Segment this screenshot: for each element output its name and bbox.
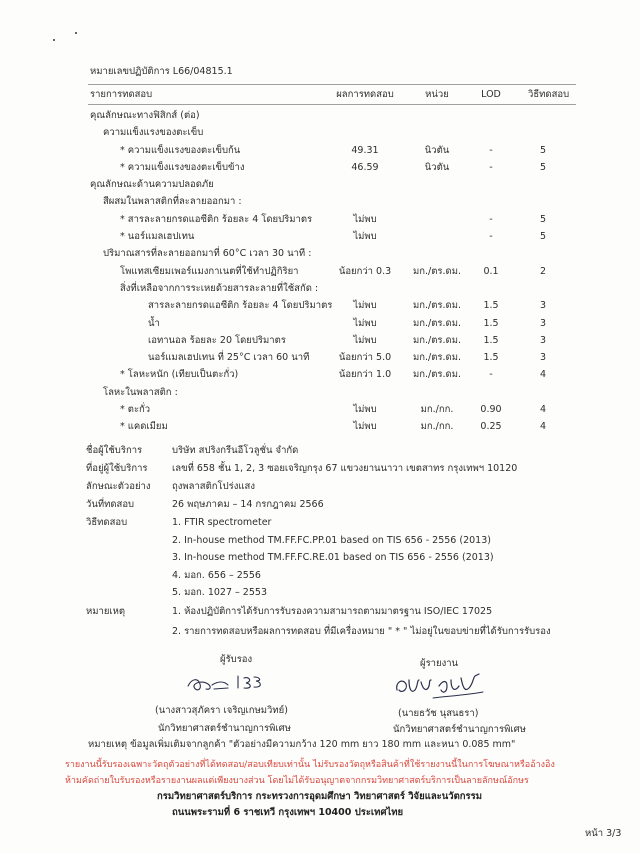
customer-note: หมายเหตุ ข้อมูลเพิ่มเติมจากลูกค้า "ตัวอย่างมีความกว้าง 120 mm ยาว 180 mm และหนา 0.085 mm" <box>88 739 516 750</box>
certifier-name: (นางสาวสุภัครา เจริญเกษมวิทย์) <box>155 705 288 716</box>
subsection-heading <box>0 124 640 141</box>
unit-value: มก./กก. <box>420 421 454 433</box>
row-label: * แคดเมียม <box>120 421 168 433</box>
row-label: * สารละลายกรดแอซีติก ร้อยละ 4 โดยปริมาตร <box>120 213 313 225</box>
table-row <box>0 401 640 418</box>
test-date-label: วันที่ทดสอบ <box>86 499 135 510</box>
unit-value: นิวตัน <box>424 161 450 173</box>
table-row <box>0 142 640 159</box>
lod-value: 0.90 <box>480 404 502 416</box>
header-unit: หน่วย <box>425 89 449 100</box>
row-label: * โลหะหนัก (เทียบเป็นตะกั่ว) <box>120 369 239 381</box>
method-item: 1. FTIR spectrometer <box>172 517 272 528</box>
lod-value: 1.5 <box>483 334 499 346</box>
result-value: 49.31 <box>351 144 379 156</box>
row-label: * ตะกั่ว <box>120 404 151 416</box>
subsection-heading <box>0 193 640 210</box>
header-lod: LOD <box>481 89 501 100</box>
table-row <box>0 211 640 228</box>
scan-speck <box>75 32 77 34</box>
result-value: ไม่พบ <box>353 317 377 329</box>
subsection-heading <box>0 384 640 401</box>
row-label: นอร์แมลเฮปเทน ที่ 25°C เวลา 60 นาที <box>148 352 310 364</box>
lod-value: - <box>489 161 493 173</box>
method-value: 5 <box>539 231 547 243</box>
table-row <box>0 349 640 366</box>
method-value: 5 <box>539 144 547 156</box>
client-address-label: ที่อยู่ผู้ใช้บริการ <box>86 463 148 474</box>
section-heading <box>0 107 640 124</box>
lod-value: 1.5 <box>483 352 499 364</box>
lod-value: 0.25 <box>480 421 502 433</box>
row-label: * ความแข็งแรงของตะเข็บก้น <box>120 144 241 156</box>
certifier-role: ผู้รับรอง <box>220 654 253 665</box>
methods-label: วิธีทดสอบ <box>86 517 128 528</box>
method-value: 2 <box>539 265 547 277</box>
lod-value: - <box>489 231 493 243</box>
result-value: ไม่พบ <box>353 300 377 312</box>
remark-item: 2. รายการทดสอบหรือผลการทดสอบ ที่มีเครื่องหมาย " * " ไม่อยู่ในขอบข่ายที่ได้รับการรับรอง <box>172 626 551 637</box>
result-value: น้อยกว่า 1.0 <box>338 369 392 381</box>
method-value: 4 <box>539 404 547 416</box>
results-table <box>0 107 640 436</box>
client-name: บริษัท สปริงกรีนอีโวลูชั่น จำกัด <box>172 445 299 456</box>
result-value: ไม่พบ <box>353 334 377 346</box>
row-label: เอทานอล ร้อยละ 20 โดยปริมาตร <box>148 334 286 346</box>
sample-label: ลักษณะตัวอย่าง <box>86 481 151 492</box>
table-row <box>0 418 640 435</box>
reporter-title: นักวิทยาศาสตร์ชำนาญการพิเศษ <box>393 724 526 735</box>
unit-value: มก./ตร.ดม. <box>413 334 461 346</box>
scan-speck <box>53 39 55 41</box>
method-value: 3 <box>539 317 547 329</box>
subsection-heading <box>0 245 640 262</box>
sample-description: ถุงพลาสติกโปร่งแสง <box>172 481 255 492</box>
result-value: น้อยกว่า 5.0 <box>338 352 392 364</box>
lod-value: - <box>489 144 493 156</box>
disclaimer-line: ห้ามคัดถ่ายใบรับรองหรือรายงานผลแต่เพียงบางส่วน โดยไม่ได้รับอนุญาตจากกรมวิทยาศาสตร์บริการเป็นลายลักษณ์อักษร <box>65 776 529 786</box>
method-value: 4 <box>539 369 547 381</box>
unit-value: มก./ตร.ดม. <box>413 369 461 381</box>
table-row <box>0 228 640 245</box>
lab-number: หมายเลขปฏิบัติการ L66/04815.1 <box>90 66 233 77</box>
table-top-rule <box>88 84 576 85</box>
method-value: 4 <box>539 421 547 433</box>
table-row <box>0 332 640 349</box>
page-number: หน้า 3/3 <box>585 828 622 839</box>
certifier-title: นักวิทยาศาสตร์ชำนาญการพิเศษ <box>158 723 291 734</box>
row-label: น้ำ <box>148 317 160 329</box>
method-item: 3. In-house method TM.FF.FC.RE.01 based on TIS 656 - 2556 (2013) <box>172 552 494 563</box>
subsection-heading <box>0 280 640 297</box>
section-heading <box>0 176 640 193</box>
lod-value: 1.5 <box>483 300 499 312</box>
table-header-rule <box>88 104 576 105</box>
table-header <box>0 88 640 102</box>
method-value: 3 <box>539 300 547 312</box>
method-item: 4. มอก. 656 – 2556 <box>172 570 261 581</box>
unit-value: มก./ตร.ดม. <box>413 317 461 329</box>
remark-item: 1. ห้องปฏิบัติการได้รับการรับรองความสามารถตามมาตรฐาน ISO/IEC 17025 <box>172 606 493 617</box>
reporter-signature <box>393 668 488 702</box>
header-result: ผลการทดสอบ <box>336 89 394 100</box>
row-label: โลหะในพลาสติก : <box>103 386 178 398</box>
reporter-role: ผู้รายงาน <box>420 658 459 669</box>
method-value: 5 <box>539 213 547 225</box>
header-method: วิธีทดสอบ <box>528 89 570 100</box>
row-label: * นอร์แมลเฮปเทน <box>120 231 195 243</box>
result-value: 46.59 <box>351 161 379 173</box>
row-label: สารละลายกรดแอซีติก ร้อยละ 4 โดยปริมาตร <box>148 300 333 312</box>
disclaimer-line: รายงานนี้รับรองเฉพาะวัตถุตัวอย่างที่ได้ทดสอบ/สอบเทียบเท่านั้น ไม่รับรองวัตถุหรือสินค้าที่ใช้รายงานนี้ในการโฆษณาหรืออ้างอิง <box>65 760 555 770</box>
method-value: 5 <box>539 161 547 173</box>
row-label: * ความแข็งแรงของตะเข็บข้าง <box>120 161 245 173</box>
lod-value: 0.1 <box>483 265 499 277</box>
unit-value: มก./ตร.ดม. <box>413 352 461 364</box>
remarks-label: หมายเหตุ <box>86 606 126 617</box>
agency-address: ถนนพระรามที่ 6 ราชเทวี กรุงเทพฯ 10400 ประเทศไทย <box>172 807 404 818</box>
lod-value: - <box>489 369 493 381</box>
lod-value: 1.5 <box>483 317 499 329</box>
certifier-signature <box>184 668 269 696</box>
table-row <box>0 297 640 314</box>
unit-value: นิวตัน <box>424 144 450 156</box>
unit-value: มก./ตร.ดม. <box>413 265 461 277</box>
table-row <box>0 315 640 332</box>
row-label: ความแข็งแรงของตะเข็บ <box>103 127 204 139</box>
header-item: รายการทดสอบ <box>90 89 153 100</box>
unit-value: มก./กก. <box>420 404 454 416</box>
method-value: 3 <box>539 352 547 364</box>
table-row <box>0 159 640 176</box>
result-value: ไม่พบ <box>353 404 377 416</box>
agency-name: กรมวิทยาศาสตร์บริการ กระทรวงการอุดมศึกษา วิทยาศาสตร์ วิจัยและนวัตกรรม <box>157 791 482 802</box>
unit-value: มก./ตร.ดม. <box>413 300 461 312</box>
method-value: 3 <box>539 334 547 346</box>
row-label: คุณลักษณะทางฟิสิกส์ (ต่อ) <box>90 110 200 121</box>
row-label: สิ่งที่เหลือจากการระเหยด้วยสารละลายที่ใช้สกัด : <box>120 282 319 294</box>
row-label: โพแทสเซียมเพอร์แมงกาเนตที่ใช้ทำปฏิกิริยา <box>120 265 299 277</box>
row-label: ปริมาณสารที่ละลายออกมาที่ 60°C เวลา 30 นาที : <box>103 248 312 260</box>
client-name-label: ชื่อผู้ใช้บริการ <box>86 445 143 456</box>
table-row <box>0 263 640 280</box>
reporter-name: (นายธวัช นุสนธรา) <box>398 708 479 719</box>
lod-value: - <box>489 213 493 225</box>
result-value: ไม่พบ <box>353 213 377 225</box>
row-label: คุณลักษณะด้านความปลอดภัย <box>90 179 214 191</box>
method-item: 5. มอก. 1027 – 2553 <box>172 587 267 598</box>
result-value: น้อยกว่า 0.3 <box>338 265 392 277</box>
table-row <box>0 366 640 383</box>
result-value: ไม่พบ <box>353 421 377 433</box>
test-date: 26 พฤษภาคม – 14 กรกฎาคม 2566 <box>172 499 324 510</box>
result-value: ไม่พบ <box>353 231 377 243</box>
method-item: 2. In-house method TM.FF.FC.PP.01 based on TIS 656 - 2556 (2013) <box>172 535 491 546</box>
client-address: เลขที่ 658 ชั้น 1, 2, 3 ซอยเจริญกรุง 67 แขวงยานนาวา เขตสาทร กรุงเทพฯ 10120 <box>172 463 518 474</box>
row-label: สีผสมในพลาสติกที่ละลายออกมา : <box>103 196 242 208</box>
